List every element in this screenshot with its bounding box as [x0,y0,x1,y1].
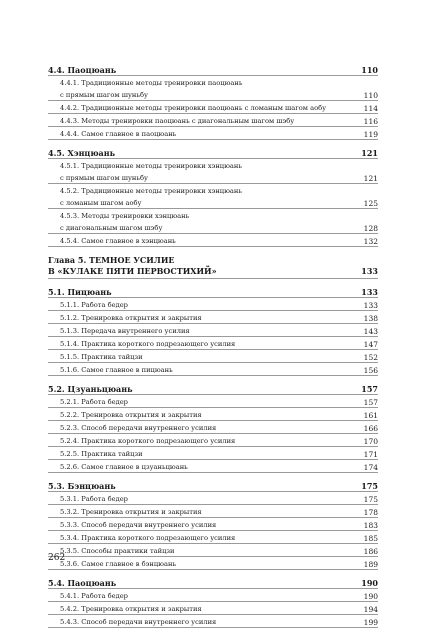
toc-entry-5-2-5 [48,447,378,460]
toc-entry-5-1-6 [48,363,378,376]
toc-title: 5.4.1. Работа бедер [60,592,128,601]
toc-title: 5.2.4. Практика короткого подрезающего усилия [60,437,236,446]
toc-section-4-4 [48,57,378,76]
toc-entry-5-3-3 [48,518,378,531]
toc-page: 114 [363,103,378,113]
toc-page: 189 [363,559,378,569]
toc-title-continuation: с прямым шагом шуньбу [60,91,148,100]
toc-page: 194 [363,604,378,614]
chapter-title-line2: В «КУЛАКЕ ПЯТИ ПЕРВОСТИХИЙ» [48,266,217,276]
toc-title: 5.4.3. Способ передачи внутреннего усилия [60,618,217,627]
toc-entry-4-4-1-cont [48,88,378,101]
toc-title: 5.1.6. Самое главное в пицюань [60,366,173,375]
toc-title-continuation: с ломаным шагом аобу [60,199,142,208]
toc-entry-5-2-4 [48,434,378,447]
toc-page: 157 [361,384,378,394]
toc-page: 199 [363,617,378,627]
chapter-title-line1: Глава 5. ТЕМНОЕ УСИЛИЕ [48,255,175,265]
toc-page: 143 [363,326,378,336]
toc-page: 161 [363,410,378,420]
toc-page: 178 [363,507,378,517]
toc-page: 110 [361,65,378,75]
toc-section-5-2 [48,376,378,395]
toc-title: 5.3.1. Работа бедер [60,495,128,504]
toc-title: 4.5.3. Методы тренировки хэнцюань [60,212,190,221]
toc-entry-5-1-5 [48,350,378,363]
toc-title: 5.2.2. Тренировка открытия и закрытия [60,411,202,420]
toc-title: 5.3.3. Способ передачи внутреннего усилия [60,521,217,530]
toc-title: 5.3.5. Способы практики тайцзи [60,547,175,556]
toc-page: 128 [363,223,378,233]
toc-entry-4-4-4 [48,127,378,140]
toc-page: 186 [363,546,378,556]
toc-title: 4.5.2. Традиционные методы тренировки хэнцюань [60,187,242,196]
toc-page: 133 [363,300,378,310]
toc-page: 171 [363,449,378,459]
toc-title: 5.1.1. Работа бедер [60,301,128,310]
toc-page: 185 [363,533,378,543]
toc-title: 5.1.3. Передача внутреннего усилия [60,327,190,336]
toc-page: 170 [363,436,378,446]
toc-entry-5-4-1 [48,589,378,602]
toc-title: 5.3.4. Практика короткого подрезающего усилия [60,534,236,543]
toc-entry-5-4-2 [48,602,378,615]
toc-entry-5-3-6 [48,557,378,570]
toc-title: 4.4.1. Традиционные методы тренировки паоцюань [60,79,243,88]
toc-title-continuation: с прямым шагом шуньбу [60,174,148,183]
toc-title: 5.3. Бэнцюань [48,481,116,491]
toc-entry-4-4-2 [48,101,378,114]
toc-entry-5-2-3 [48,421,378,434]
toc-title: 5.1.2. Тренировка открытия и закрытия [60,314,202,323]
toc-entry-5-1-1 [48,298,378,311]
toc-entry-5-1-3 [48,324,378,337]
toc-title: 5.2.5. Практика тайцзи [60,450,143,459]
toc-entry-4-5-1-cont [48,171,378,184]
toc-page: 110 [363,90,378,100]
toc-title: 4.4.2. Традиционные методы тренировки паоцюань с ломаным шагом аобу [60,104,327,113]
toc-entry-4-5-4 [48,234,378,247]
toc-entry-5-1-4 [48,337,378,350]
toc-title: 5.2.6. Самое главное в цзуаньцюань [60,463,188,472]
toc-entry-4-4-3 [48,114,378,127]
toc-title: 5.4.2. Тренировка открытия и закрытия [60,605,202,614]
toc-entry-5-4-3 [48,615,378,628]
toc-title: 5.1. Пицюань [48,287,112,297]
toc-page: 175 [361,481,378,491]
toc-entry-4-5-1 [48,159,378,171]
toc-page: 157 [363,397,378,407]
toc-title: 5.1.5. Практика тайцзи [60,353,143,362]
toc-section-5-1 [48,279,378,298]
toc-page: 183 [363,520,378,530]
toc-page: 190 [361,578,378,588]
toc-page: 156 [363,365,378,375]
toc-page: 138 [363,313,378,323]
toc-page: 175 [363,494,378,504]
table-of-contents [48,57,378,628]
toc-entry-5-2-2 [48,408,378,421]
toc-entry-4-5-2 [48,184,378,196]
toc-page: 121 [361,148,378,158]
toc-title: 4.4.3. Методы тренировки паоцюань с диагональным шагом шэбу [60,117,295,126]
toc-page: 116 [363,116,378,126]
toc-entry-5-2-6 [48,460,378,473]
toc-page: 147 [363,339,378,349]
toc-title: 5.3.2. Тренировка открытия и закрытия [60,508,202,517]
toc-entry-5-3-4 [48,531,378,544]
toc-page: 119 [363,129,378,139]
toc-title: 4.5.4. Самое главное в хэнцюань [60,237,176,246]
toc-title: 5.1.4. Практика короткого подрезающего усилия [60,340,236,349]
toc-page: 132 [363,236,378,246]
toc-entry-4-4-1 [48,76,378,88]
toc-title: 5.2.3. Способ передачи внутреннего усилия [60,424,217,433]
toc-chapter-5 [48,247,378,279]
toc-page: 121 [363,173,378,183]
toc-entry-4-5-3 [48,209,378,221]
toc-page: 133 [361,287,378,297]
toc-title: 4.5.1. Традиционные методы тренировки хэнцюань [60,162,242,171]
toc-entry-5-1-2 [48,311,378,324]
toc-page: 125 [363,198,378,208]
page-number: 262 [48,553,66,563]
toc-title: 4.5. Хэнцюань [48,148,116,158]
toc-title: 5.2.1. Работа бедер [60,398,128,407]
toc-title: 5.3.6. Самое главное в бэнцюань [60,560,177,569]
toc-title: 5.2. Цзуаньцюань [48,384,133,394]
toc-entry-4-5-3-cont [48,221,378,234]
toc-entry-5-3-2 [48,505,378,518]
toc-section-5-3 [48,473,378,492]
toc-page: 190 [363,591,378,601]
toc-page: 174 [363,462,378,472]
toc-section-5-4 [48,570,378,589]
toc-entry-5-3-5 [48,544,378,557]
toc-title: 5.4. Паоцюань [48,578,117,588]
toc-entry-5-2-1 [48,395,378,408]
toc-entry-4-5-2-cont [48,196,378,209]
toc-title-continuation: с диагональным шагом шэбу [60,224,163,233]
toc-section-4-5 [48,140,378,159]
toc-page: 133 [361,266,378,276]
toc-entry-5-3-1 [48,492,378,505]
toc-page: 166 [363,423,378,433]
toc-title: 4.4.4. Самое главное в паоцюань [60,130,177,139]
toc-title: 4.4. Паоцюань [48,65,117,75]
toc-page: 152 [363,352,378,362]
